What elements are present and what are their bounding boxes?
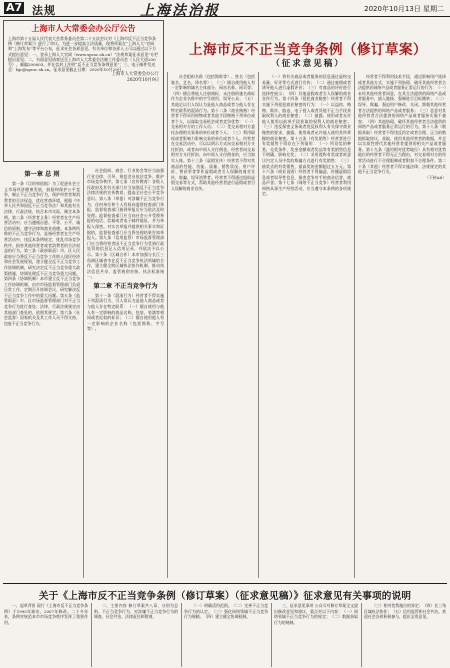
section-name: 法规 <box>32 4 56 17</box>
column-text: 二、主要内容 修订草案共八章，分别为总则、不正当竞争行为、对涉嫌不正当竞争行为的调查、社会共治、法律责任和附则。 <box>94 603 178 620</box>
bottom-column-3 <box>184 603 268 667</box>
notice-title: 上海市人大常委会办公厅公告 <box>31 24 136 33</box>
bottom-column-4 <box>274 603 358 667</box>
bottom-headline: 关于《上海市反不正当竞争条例（修订草案）（征求意见稿）》征求意见有关事项的说明 <box>38 591 412 602</box>
bottom-column-2 <box>94 603 178 667</box>
article-column-4 <box>262 74 351 580</box>
notice-signature: 上海市人大常委会办公厅 <box>111 72 159 78</box>
notice-date: 2020年10月9日 <box>126 78 159 84</box>
bottom-column-5 <box>364 603 446 667</box>
column-divider <box>181 603 182 667</box>
column-text: 社会组织名称（包括简称等）、姓名（包括笔名、艺名、译名等）；（三）擅自使用他人有一定影响的域名主体部分、网站名称、网页等；（四）擅自将他人注册商标、未注册的驰名商标作为企业名称中的字号使用，误导公众；（五）其他足以引人误认为是他人商品或者与他人存在特定联系的混淆行为。第十二条（商业贿赂）经营者不得采用财物或者其他手段贿赂下列单位或者个人，以谋取交易机会或者竞争优势：（一）交易相对方的工作人员；（二）受交易相对方委托办理相关事务的单位或者个人；（三）利用职权或者影响力影响交易的单位或者个人。经营者在交易活动中，可以以明示方式向交易相对方支付折扣，或者向中间人支付佣金。经营者向交易相对方支付折扣、向中间人支付佣金的，应当如实入账。第十三条（虚假宣传）经营者不得对其商品的性能、功能、质量、销售状况、用户评价、曾获荣誉等作虚假或者引人误解的商业宣传，欺骗、误导消费者。经营者不得通过组织虚假交易等方式，帮助其他经营者进行虚假或者引人误解的商业宣传。 <box>171 74 255 191</box>
column-text: 三、征求意见事项 公众可对修订草案全文提出修改意见和建议，重点对以下内容：（一）网络领域不正当竞争行为的规定；（二）数据获取行为的规制。 <box>274 603 358 625</box>
column-text: （三）相对优势地位的界定；（四）长三角区域执法协作；（五）信用监管和社会共治。欢迎社会各界积极参与，提出宝贵意见。 <box>364 603 446 620</box>
continued-note: （下转A8） <box>425 174 446 180</box>
column-divider <box>361 603 362 667</box>
newspaper-logo: 上海法治报 <box>140 3 220 19</box>
column-text: 经营者不得利用技术手段，通过影响用户选择或者其他方式，实施下列妨碍、破坏其他经营者合法提供的网络产品或者服务正常运行的行为：（一）未经其他经营者同意，在其合法提供的网络产品或者服务中，插入链接、强制进行目标跳转；（二）误导、欺骗、强迫用户修改、关闭、卸载其他经营者合法提供的网络产品或者服务；（三）恶意对其他经营者合法提供的网络产品或者服务实施不兼容；（四）其他妨碍、破坏其他经营者合法提供的网络产品或者服务正常运行的行为。第十八条（数据获取）经营者不得违反约定或者合理、正当的数据抓取协议，获取、使用其他经营者的数据，并足以实质性替代其他经营者提供的相关产品或者服务。第十九条（滥用相对优势地位）具有相对优势地位的经营者不得无正当理由，对交易相对方的经营活动进行不合理限制或者附加不合理条件。第二十条（其他）经营者不得实施法律、法规规定的其他不正当竞争行为。 <box>358 74 446 175</box>
column-divider <box>83 168 84 578</box>
column-divider <box>258 72 259 578</box>
issue-date: 2020年10月13日 星期二 <box>364 5 444 13</box>
column-text: 第一条（目的和依据）为了促进社会主义市场经济健康发展，鼓励和保护公平竞争，制止不正当竞争行为，保护经营者和消费者的合法权益，优化营商环境，根据《中华人民共和国反不正当竞争法》和其他有关法律、行政法规，结合本市实际，制定本条例。第二条（经营者义务）经营者在生产经营活动中，应当遵循自愿、平等、公平、诚信的原则，遵守法律和商业道德。本条例所称的不正当竞争行为，是指经营者在生产经营活动中，违反本条例规定，扰乱市场竞争秩序，损害其他经营者或者消费者的合法权益的行为。第三条（政府职责）市、区人民政府应当将反不正当竞争工作纳入国民经济和社会发展规划，建立健全反不正当竞争工作协调机制，研究决定反不正当竞争重大政策措施，协调处理反不正当竞争重大问题。第四条（协调机制）本市建立反不正当竞争工作协调机制，由市市场监督管理部门负责日常工作，定期召开协调会议，研究解决反不正当竞争工作中的重大问题。第五条（监管职责）市、区市场监督管理部门对不正当竞争行为进行查处；法律、行政法规规定由其他部门查处的，依照其规定。第六条（社会监督）国家机关及其工作人员不得支持、包庇不正当竞争行为。 <box>4 181 80 326</box>
column-text: 一、起草背景 现行《上海市反不正当竞争条例》于1995年颁布，2007年修改。二十多年来，条例对规范本市市场竞争秩序发挥了重要作用。 <box>4 603 88 625</box>
column-text: （一）将有关商品或者服务的信息通过虚构交易量、好评等方式进行宣传；（二）通过雇佣或者诱导他人进行虚假评价；（三）对商品的评价进行选择性展示；（四）其他虚假或者引人误解的商业宣传行为。第十四条（侵犯商业秘密）经营者不得实施下列侵犯商业秘密的行为：（一）以盗窃、贿赂、欺诈、胁迫、电子侵入或者其他不正当手段获取权利人的商业秘密；（二）披露、使用或者允许他人使用以前项手段获取的权利人的商业秘密；（三）违反保密义务或者违反权利人有关保守商业秘密的要求，披露、使用或者允许他人使用其所掌握的商业秘密。第十五条（有奖销售）经营者进行有奖销售不得存在下列情形：（一）所设奖的种类、兑奖条件、奖金金额或者奖品等有奖销售信息不明确，影响兑奖；（二）采用谎称有奖或者故意让内定人员中奖的欺骗方式进行有奖销售；（三）抽奖式的有奖销售，最高奖的金额超过五万元。第十六条（商业诋毁）经营者不得编造、传播虚假信息或者误导性信息，损害竞争对手的商业信誉、商品声誉。第十七条（网络不正当竞争）经营者利用网络从事生产经营活动，应当遵守本条例的各项规定。 <box>262 74 351 197</box>
column-text: （一）明确适用范围。（二）完善不正当竞争行为的认定。（三）强化网络领域不正当竞争行为规制。（四）建立健全协调机制。 <box>184 603 268 620</box>
main-subheadline: （征求意见稿） <box>271 59 345 69</box>
page-number-badge: A7 <box>6 1 23 14</box>
column-divider <box>271 603 272 667</box>
article-column-2 <box>87 168 164 580</box>
column-text: 第十一条（混淆行为）经营者不得实施下列混淆行为，引人误认为是他人商品或者与他人存在特定联系：（一）擅自使用与他人有一定影响的商品名称、包装、装潢等相同或者近似的标识；（二）擅自使用他人有一定影响的企业名称（包括简称、字号等）。 <box>87 292 164 332</box>
bottom-column-1 <box>4 603 88 667</box>
column-divider <box>354 72 355 578</box>
article-column-1 <box>4 168 80 580</box>
article-column-5 <box>358 74 446 580</box>
chapter-heading: 第一章 总 则 <box>24 171 60 178</box>
notice-box <box>3 20 164 162</box>
masthead <box>0 0 450 17</box>
notice-body: 上海市第十五届人民代表大会常务委员会第二十五次会议对《上海市反不正当竞争条例（修订草案）》进行了审议。为进一步提高立法质量，现将草案在“上海人大”官网和“上海发布”等平台公布，征求社会各界意见。有关单位和各界人士可以通过以下方式提出意见：一、登录上海人大官网（www.spcsc.sh.cn）“法规草案征求意见”专栏提出意见；二、书面意见请寄送至上海市人大常委会法制工作委员会（人民大道200号），邮编200003，并在信封上注明“反不正当竞争条例意见”；三、电子邮件发送至：fgc@spcsc.sh.cn。征求意见截止日期：2020年10月29日。 <box>8 36 159 73</box>
chapter-heading: 第二章 不正当竞争行为 <box>93 282 158 290</box>
article-column-3 <box>171 74 255 580</box>
column-text: 社会组织、商会、行业协会等应当加强行业自律，引导、规范会员依法竞争，维护市场竞争秩序。第七条（宣传教育）各级人民政府及其有关部门应当加强反不正当竞争法律法规的宣传教育，提高全社会公平竞争意识。第八条（举报）对涉嫌不正当竞争行为，任何单位和个人有权向监督检查部门举报，监督检查部门接到举报后应当依法及时处理。监督检查部门应当向社会公开受理举报的电话、信箱或者电子邮件地址，并为举报人保密。对实名举报并提供相关事实和证据的，监督检查部门应当将处理结果告知举报人。第九条（信用监管）市场监督管理部门应当将经营者因不正当竞争行为受到行政处罚的信息记入信用记录，并依法予以公示。第十条（区域合作）本市加强与长江三角洲区域省市在反不正当竞争执法领域的合作，建立健全跨区域执法协作机制，推动执法信息共享、监管规则对接、执法标准统一。 <box>87 168 164 280</box>
column-divider <box>91 603 92 667</box>
section-divider <box>3 583 447 584</box>
main-headline: 上海市反不正当竞争条例（修订草案） <box>189 42 427 58</box>
column-divider <box>167 72 168 578</box>
